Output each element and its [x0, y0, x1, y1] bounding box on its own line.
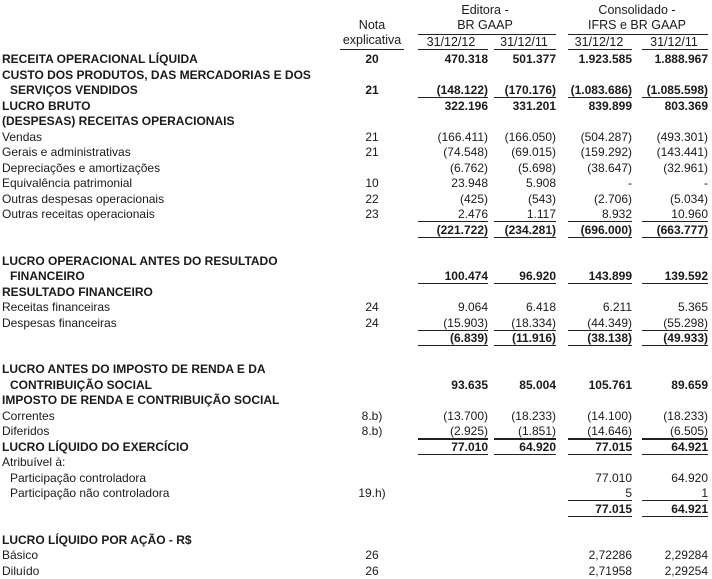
- row-value-col-3: -: [628, 176, 632, 190]
- underline-rule: [494, 439, 556, 440]
- row-value-col-1: (166.411): [437, 129, 488, 144]
- row-label: Diluído: [2, 563, 40, 578]
- table-row: [0, 563, 712, 579]
- row-value-col-3: (504.287): [580, 129, 632, 144]
- table-row: [0, 423, 712, 439]
- row-label: Receitas financeiras: [2, 300, 111, 314]
- table-row: [0, 51, 712, 67]
- table-row: [0, 113, 712, 129]
- table-row: [0, 191, 712, 207]
- row-label: Correntes: [2, 408, 55, 423]
- header-group-editora: [414, 3, 556, 33]
- row-value-col-2: 96.920: [519, 269, 556, 283]
- row-value-col-4: (493.301): [656, 129, 708, 144]
- row-label: Atribuível à:: [2, 455, 66, 469]
- row-label: LUCRO BRUTO: [2, 98, 91, 113]
- row-value-col-4: 5.365: [677, 300, 708, 314]
- table-row: [0, 532, 712, 548]
- row-value-col-3: (1.083.686): [570, 83, 632, 97]
- table-row: [0, 408, 712, 424]
- row-note: 21: [365, 83, 379, 97]
- row-value-col-1: (13.700): [443, 408, 488, 423]
- row-value-col-2: (11.916): [511, 331, 556, 345]
- table-row: [0, 237, 712, 253]
- underline-rule: [418, 439, 488, 440]
- header-group-consolidado: [566, 3, 708, 33]
- row-value-col-4: 64.921: [671, 439, 708, 454]
- row-value-col-3: 8.932: [601, 207, 632, 221]
- row-value-col-3: 2,71958: [588, 563, 632, 578]
- row-value-col-3: 77.015: [595, 501, 632, 516]
- table-row: [0, 315, 712, 331]
- row-note: 8.b): [361, 408, 383, 423]
- row-label: LUCRO LÍQUIDO POR AÇÃO - R$: [2, 532, 192, 547]
- table-row: [0, 206, 712, 222]
- row-value-col-4: 803.369: [664, 98, 708, 113]
- row-value-col-2: (18.334): [511, 315, 556, 330]
- row-label: Outras receitas operacionais: [2, 207, 155, 221]
- table-row: [0, 439, 712, 455]
- row-value-col-4: -: [704, 176, 708, 190]
- row-label: Equivalência patrimonial: [2, 176, 133, 190]
- header-rule-note: [340, 49, 404, 50]
- header-note: [338, 18, 406, 48]
- row-note: 24: [365, 315, 379, 330]
- row-value-col-4: 64.920: [671, 470, 708, 485]
- table-row: [0, 268, 712, 284]
- table-row: [0, 284, 712, 300]
- row-label: (DESPESAS) RECEITAS OPERACIONAIS: [2, 114, 235, 128]
- row-value-col-1: 100.474: [444, 269, 488, 283]
- row-value-col-1: 77.010: [451, 439, 488, 454]
- row-value-col-4: 2,29284: [664, 548, 708, 562]
- row-value-col-2: (1.851): [517, 424, 556, 438]
- row-note: 26: [365, 548, 379, 562]
- row-value-col-1: (6.839): [449, 331, 488, 345]
- row-value-col-4: 1.888.967: [654, 52, 708, 66]
- row-value-col-1: (221.722): [436, 222, 488, 237]
- row-value-col-3: 77.015: [595, 439, 632, 454]
- row-value-col-3: (38.138): [587, 331, 632, 345]
- table-row: [0, 470, 712, 486]
- row-value-col-1: (2.925): [449, 424, 488, 438]
- row-value-col-4: (55.298): [663, 315, 708, 330]
- row-value-col-2: (18.233): [511, 408, 556, 423]
- header-note-line1: Nota: [358, 18, 386, 32]
- row-value-col-2: 501.377: [512, 52, 556, 66]
- row-label: LUCRO LÍQUIDO DO EXERCÍCIO: [2, 439, 189, 454]
- row-value-col-4: (6.505): [669, 424, 708, 438]
- row-value-col-2: (170.176): [504, 83, 556, 97]
- header-rule-col-2: [494, 49, 556, 50]
- row-value-col-3: 839.899: [588, 98, 632, 113]
- table-row: [0, 222, 712, 238]
- row-value-col-3: 1.923.585: [578, 52, 632, 66]
- row-value-col-3: (44.349): [587, 315, 632, 330]
- row-value-col-2: 331.201: [512, 98, 556, 113]
- row-value-col-1: 470.318: [444, 52, 488, 66]
- row-value-col-2: (543): [527, 191, 556, 206]
- header-col-2: 31/12/11: [500, 35, 548, 49]
- row-label: Participação não controladora: [10, 486, 170, 500]
- header-group-consolidado-line1: Consolidado -: [598, 3, 676, 17]
- row-note: 23: [365, 207, 379, 221]
- row-value-col-4: (5.034): [669, 191, 708, 206]
- row-value-col-4: (49.933): [663, 331, 708, 345]
- table-row: [0, 346, 712, 362]
- table-row: [0, 129, 712, 145]
- table-row: [0, 377, 712, 393]
- row-note: 26: [365, 563, 379, 578]
- row-value-col-1: 93.635: [451, 377, 488, 392]
- row-value-col-2: (234.281): [504, 222, 556, 237]
- header-rule-col-1: [418, 49, 488, 50]
- row-value-col-4: 2,29254: [664, 563, 708, 578]
- row-value-col-3: (2.706): [593, 191, 632, 206]
- row-label: Vendas: [2, 129, 43, 144]
- row-label: Outras despesas operacionais: [2, 191, 165, 206]
- row-value-col-4: 139.592: [664, 269, 708, 283]
- row-value-col-2: (5.698): [517, 160, 556, 175]
- header-rule-col-4: [642, 49, 708, 50]
- row-label: CUSTO DOS PRODUTOS, DAS MERCADORIAS E DOS: [2, 67, 311, 82]
- row-value-col-4: 1: [701, 486, 708, 500]
- row-value-col-1: 9.064: [457, 300, 488, 314]
- row-value-col-2: 1.117: [526, 207, 556, 221]
- row-note: 21: [365, 145, 379, 159]
- underline-rule: [642, 439, 708, 440]
- header-group-editora-line2: BR GAAP: [457, 18, 513, 32]
- row-value-col-4: (143.441): [656, 145, 708, 159]
- row-value-col-2: (166.050): [504, 129, 556, 144]
- row-value-col-3: 77.010: [595, 470, 632, 485]
- row-value-col-3: 143.899: [588, 269, 632, 283]
- row-value-col-4: 10.960: [671, 207, 708, 221]
- header-group-consolidado-line2: IFRS e BR GAAP: [588, 18, 686, 32]
- row-value-col-3: 105.761: [588, 377, 632, 392]
- row-label: RECEITA OPERACIONAL LÍQUIDA: [2, 52, 198, 66]
- row-value-col-1: (74.548): [443, 145, 488, 159]
- table-row: [0, 98, 712, 114]
- row-label: Diferidos: [2, 424, 50, 438]
- row-note: 24: [365, 300, 379, 314]
- table-row: [0, 361, 712, 377]
- row-value-col-1: (15.903): [443, 315, 488, 330]
- row-value-col-1: 2.476: [457, 207, 488, 221]
- row-label: SERVIÇOS VENDIDOS: [10, 83, 138, 97]
- header-note-line2: explicativa: [342, 33, 402, 47]
- table-row: [0, 175, 712, 191]
- table-row: [0, 516, 712, 532]
- table-row: [0, 299, 712, 315]
- row-value-col-3: (159.292): [580, 145, 632, 159]
- row-note: 19.h): [358, 486, 386, 500]
- table-row: [0, 454, 712, 470]
- table-row: [0, 160, 712, 176]
- row-value-col-1: 23.948: [451, 176, 488, 190]
- row-value-col-1: 322.196: [444, 98, 488, 113]
- table-row: [0, 67, 712, 83]
- row-label: LUCRO ANTES DO IMPOSTO DE RENDA E DA: [2, 362, 266, 376]
- row-note: 8.b): [361, 424, 383, 438]
- row-value-col-3: (696.000): [580, 222, 632, 237]
- row-value-col-1: (148.122): [436, 83, 488, 97]
- table-row: [0, 330, 712, 346]
- row-label: LUCRO OPERACIONAL ANTES DO RESULTADO: [2, 253, 278, 268]
- header-col-1: 31/12/12: [426, 35, 476, 49]
- header-col-3: 31/12/12: [574, 35, 624, 49]
- row-label: RESULTADO FINANCEIRO: [2, 284, 153, 299]
- row-value-col-2: 85.004: [519, 377, 556, 392]
- row-note: 22: [365, 191, 379, 206]
- row-value-col-2: 64.920: [519, 439, 556, 454]
- row-label: Depreciações e amortizações: [2, 160, 161, 175]
- row-value-col-4: (663.777): [656, 222, 708, 237]
- row-label: Participação controladora: [10, 470, 147, 485]
- row-value-col-4: (32.961): [663, 160, 708, 175]
- row-value-col-3: (38.647): [587, 160, 632, 175]
- row-value-col-2: (69.015): [511, 145, 556, 159]
- row-value-col-3: 6.211: [602, 300, 632, 314]
- row-value-col-3: 5: [625, 486, 632, 500]
- row-value-col-4: 89.659: [671, 377, 708, 392]
- row-note: 21: [365, 129, 379, 144]
- table-row: [0, 144, 712, 160]
- row-value-col-3: 2,72286: [588, 548, 632, 562]
- row-label: Básico: [2, 548, 39, 562]
- row-value-col-3: (14.100): [587, 408, 632, 423]
- header-group-editora-line1: Editora -: [461, 3, 509, 17]
- row-label: CONTRIBUIÇÃO SOCIAL: [10, 377, 152, 392]
- row-label: Gerais e administrativas: [2, 145, 131, 159]
- table-row: [0, 501, 712, 517]
- table-row: [0, 253, 712, 269]
- row-value-col-2: 5.908: [525, 176, 556, 190]
- row-note: 10: [365, 176, 379, 190]
- row-value-col-2: 6.418: [525, 300, 556, 314]
- row-value-col-1: (425): [459, 191, 488, 206]
- row-value-col-1: (6.762): [449, 160, 488, 175]
- table-row: [0, 392, 712, 408]
- header-col-4: 31/12/11: [650, 35, 698, 49]
- row-value-col-4: (18.233): [663, 408, 708, 423]
- row-note: 20: [365, 52, 379, 66]
- underline-rule: [568, 439, 632, 440]
- header-rule-col-3: [568, 49, 632, 50]
- row-value-col-3: (14.646): [587, 424, 632, 438]
- row-label: IMPOSTO DE RENDA E CONTRIBUIÇÃO SOCIAL: [2, 393, 280, 407]
- row-label: FINANCEIRO: [10, 269, 85, 283]
- row-label: Despesas financeiras: [2, 315, 117, 330]
- table-row: [0, 485, 712, 501]
- row-value-col-4: 64.921: [671, 501, 708, 516]
- row-value-col-4: (1.085.598): [646, 83, 708, 97]
- table-row: [0, 547, 712, 563]
- table-row: [0, 82, 712, 98]
